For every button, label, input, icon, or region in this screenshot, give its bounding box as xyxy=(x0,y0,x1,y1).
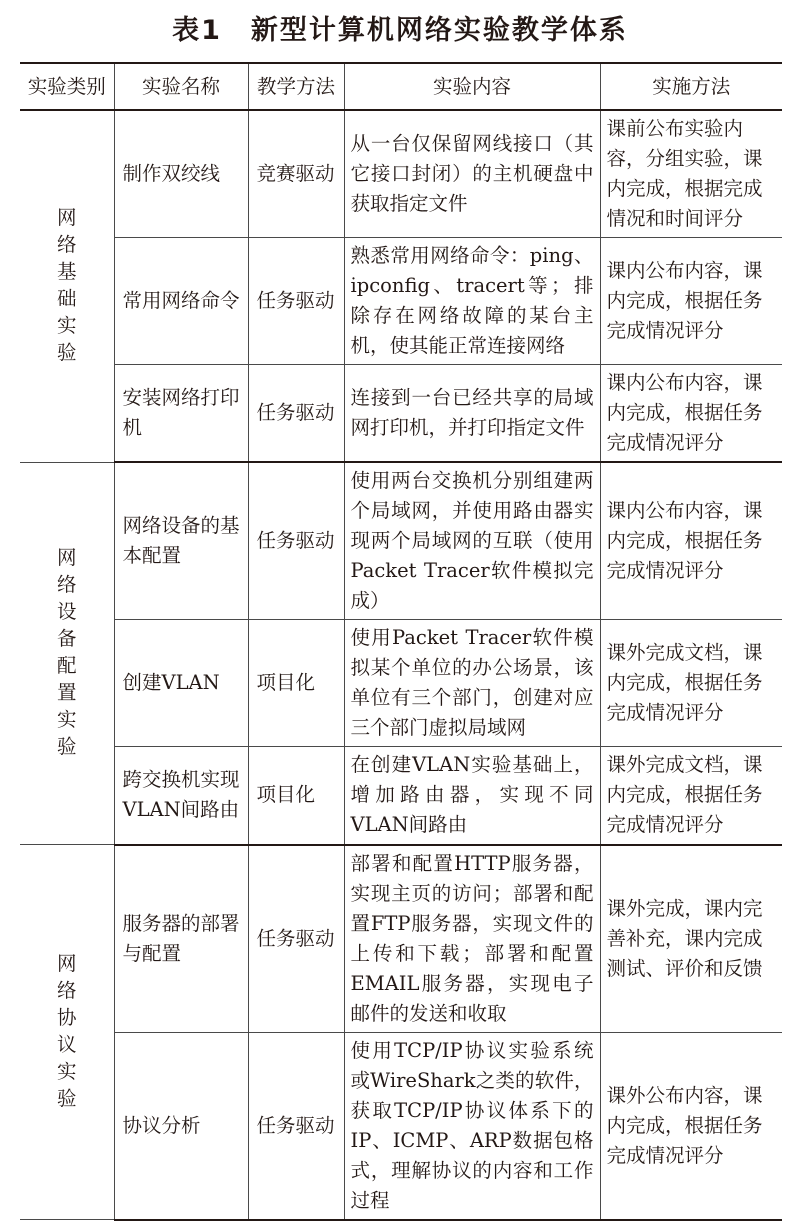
experiment-name: 安装网络打印机 xyxy=(114,365,248,463)
table-row xyxy=(20,238,782,365)
experiment-name: 跨交换机实现VLAN间路由 xyxy=(114,747,248,845)
table-row xyxy=(20,1032,782,1220)
implementation-method: 课外完成文档，课内完成，根据任务完成情况评分 xyxy=(600,747,782,845)
header-row xyxy=(20,63,782,110)
experiment-name: 协议分析 xyxy=(114,1032,248,1220)
table-row xyxy=(20,845,782,1033)
implementation-method: 课内公布内容，课内完成，根据任务完成情况评分 xyxy=(600,238,782,365)
header-name: 实验名称 xyxy=(114,63,248,110)
experiment-content: 在创建VLAN实验基础上，增加路由器，实现不同VLAN间路由 xyxy=(344,747,600,845)
table-row xyxy=(20,620,782,747)
header-category: 实验类别 xyxy=(20,63,114,110)
header-content: 实验内容 xyxy=(344,63,600,110)
implementation-method: 课内公布内容，课内完成，根据任务完成情况评分 xyxy=(600,462,782,620)
category-cell xyxy=(20,462,114,845)
category-cell xyxy=(20,110,114,462)
experiment-name: 服务器的部署与配置 xyxy=(114,845,248,1033)
teaching-method: 项目化 xyxy=(248,747,344,845)
implementation-method: 课内公布内容，课内完成，根据任务完成情况评分 xyxy=(600,365,782,463)
category-cell xyxy=(20,845,114,1220)
table-row xyxy=(20,110,782,238)
experiment-name: 网络设备的基本配置 xyxy=(114,462,248,620)
table-title: 表1 新型计算机网络实验教学体系 xyxy=(172,15,628,46)
table-row xyxy=(20,365,782,463)
experiment-content: 使用两台交换机分别组建两个局域网，并使用路由器实现两个局域网的互联（使用Packet Tracer软件模拟完成） xyxy=(344,462,600,620)
category-label: 网络协议实验 xyxy=(56,952,77,1110)
teaching-method: 任务驱动 xyxy=(248,365,344,463)
teaching-method: 项目化 xyxy=(248,620,344,747)
table-row xyxy=(20,462,782,620)
implementation-method: 课外完成文档，课内完成，根据任务完成情况评分 xyxy=(600,620,782,747)
category-label: 网络基础实验 xyxy=(56,206,77,365)
teaching-method: 任务驱动 xyxy=(248,845,344,1033)
experiment-name: 常用网络命令 xyxy=(114,238,248,365)
experiment-content: 部署和配置HTTP服务器，实现主页的访问；部署和配置FTP服务器，实现文件的上传和下载；部署和配置EMAIL服务器，实现电子邮件的发送和收取 xyxy=(344,845,600,1033)
experiment-name: 创建VLAN xyxy=(114,620,248,747)
experiment-name: 制作双绞线 xyxy=(114,110,248,238)
header-impl: 实施方法 xyxy=(600,63,782,110)
header-method: 教学方法 xyxy=(248,63,344,110)
category-label: 网络设备配置实验 xyxy=(56,546,77,759)
implementation-method: 课前公布实验内容，分组实验，课内完成，根据完成情况和时间评分 xyxy=(600,110,782,238)
experiment-content: 使用Packet Tracer软件模拟某个单位的办公场景，该单位有三个部门，创建对应三个部门虚拟局域网 xyxy=(344,620,600,747)
implementation-method: 课外公布内容，课内完成，根据任务完成情况评分 xyxy=(600,1032,782,1220)
teaching-method: 任务驱动 xyxy=(248,238,344,365)
experiment-table xyxy=(20,62,782,1221)
teaching-method: 任务驱动 xyxy=(248,462,344,620)
experiment-content: 从一台仅保留网线接口（其它接口封闭）的主机硬盘中获取指定文件 xyxy=(344,110,600,238)
teaching-method: 竞赛驱动 xyxy=(248,110,344,238)
teaching-method: 任务驱动 xyxy=(248,1032,344,1220)
experiment-content: 使用TCP/IP协议实验系统或WireShark之类的软件，获取TCP/IP协议体系下的IP、ICMP、ARP数据包格式，理解协议的内容和工作过程 xyxy=(344,1032,600,1220)
experiment-content: 熟悉常用网络命令：ping、ipconfig、tracert等；排除存在网络故障的某台主机，使其能正常连接网络 xyxy=(344,238,600,365)
experiment-content: 连接到一台已经共享的局域网打印机，并打印指定文件 xyxy=(344,365,600,463)
table-row xyxy=(20,747,782,845)
implementation-method: 课外完成，课内完善补充，课内完成测试、评价和反馈 xyxy=(600,845,782,1033)
